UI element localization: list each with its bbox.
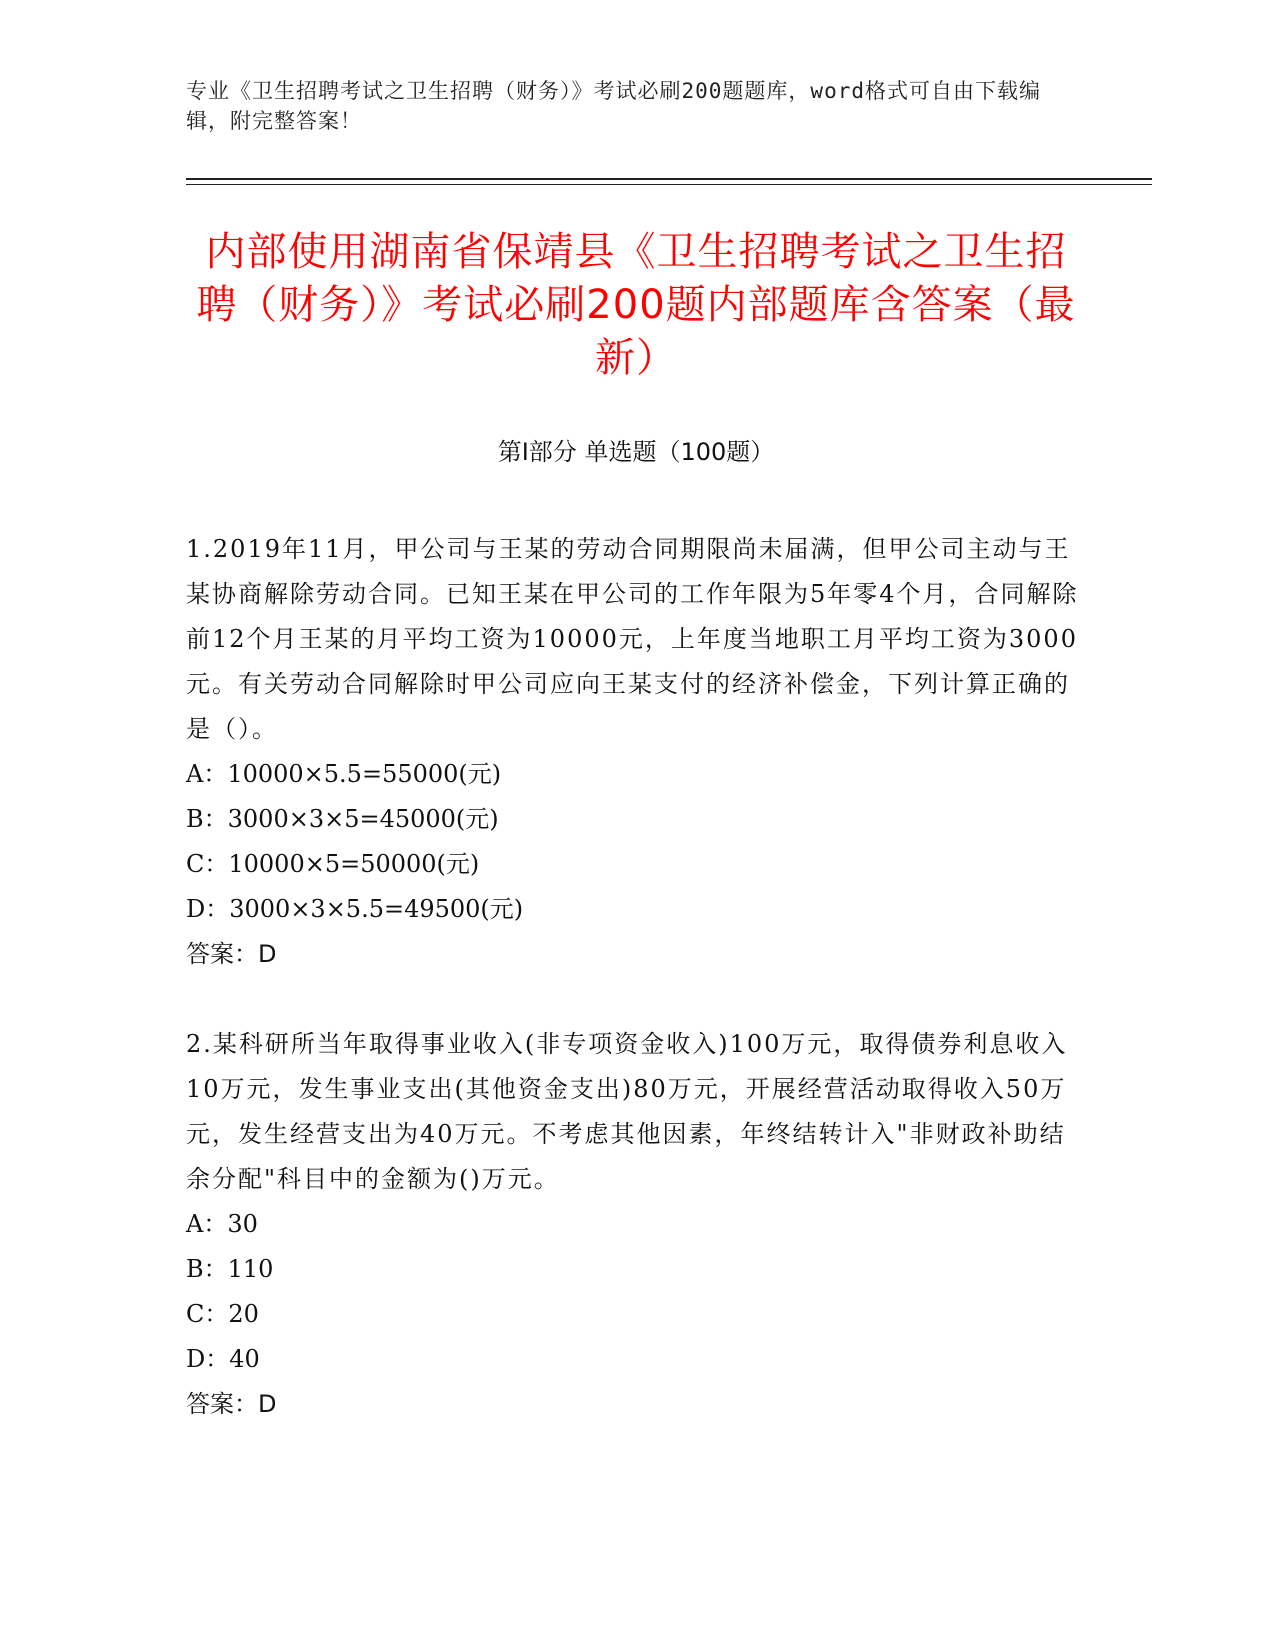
- option-c: C：10000×5=50000(元): [186, 850, 480, 878]
- option-a: A：10000×5.5=55000(元): [186, 760, 502, 788]
- option-d: D：3000×3×5.5=49500(元): [186, 895, 524, 923]
- option-b: B：3000×3×5=45000(元): [186, 805, 499, 833]
- document-title: 内部使用湖南省保靖县《卫生招聘考试之卫生招聘（财务）》考试必刷200题内部题库含答案（最新）: [196, 229, 1076, 381]
- option-a: A：30: [186, 1210, 258, 1238]
- header-divider: [186, 178, 1152, 180]
- answer-line: 答案：D: [186, 940, 277, 968]
- header-divider-thin: [186, 184, 1152, 185]
- answer-line: 答案：D: [186, 1390, 277, 1418]
- question-text: 1.2019年11月，甲公司与王某的劳动合同期限尚未届满，但甲公司主动与王某协商解除劳动合同。已知王某在甲公司的工作年限为5年零4个月，合同解除前12个月王某的月平均工资为10000元，上年度当地职工月平均工资为3000元。有关劳动合同解除时甲公司应向王某支付的经济补偿金，下列计算正确的是（）。: [186, 535, 1079, 743]
- question-2: [186, 1022, 1086, 1427]
- option-c: C：20: [186, 1300, 259, 1328]
- option-d: D：40: [186, 1345, 260, 1373]
- question-1: [186, 527, 1086, 977]
- question-list: [186, 527, 1086, 1472]
- option-b: B：110: [186, 1255, 274, 1283]
- question-text: 2.某科研所当年取得事业收入(非专项资金收入)100万元，取得债券利息收入10万元，发生事业支出(其他资金支出)80万元，开展经营活动取得收入50万元，发生经营支出为40万元。不考虑其他因素，年终结转计入"非财政补助结余分配"科目中的金额为()万元。: [186, 1030, 1068, 1193]
- header-note: 专业《卫生招聘考试之卫生招聘（财务）》考试必刷200题题库，word格式可自由下载编辑，附完整答案！: [186, 79, 1041, 133]
- section-title: 第I部分 单选题（100题）: [497, 438, 775, 466]
